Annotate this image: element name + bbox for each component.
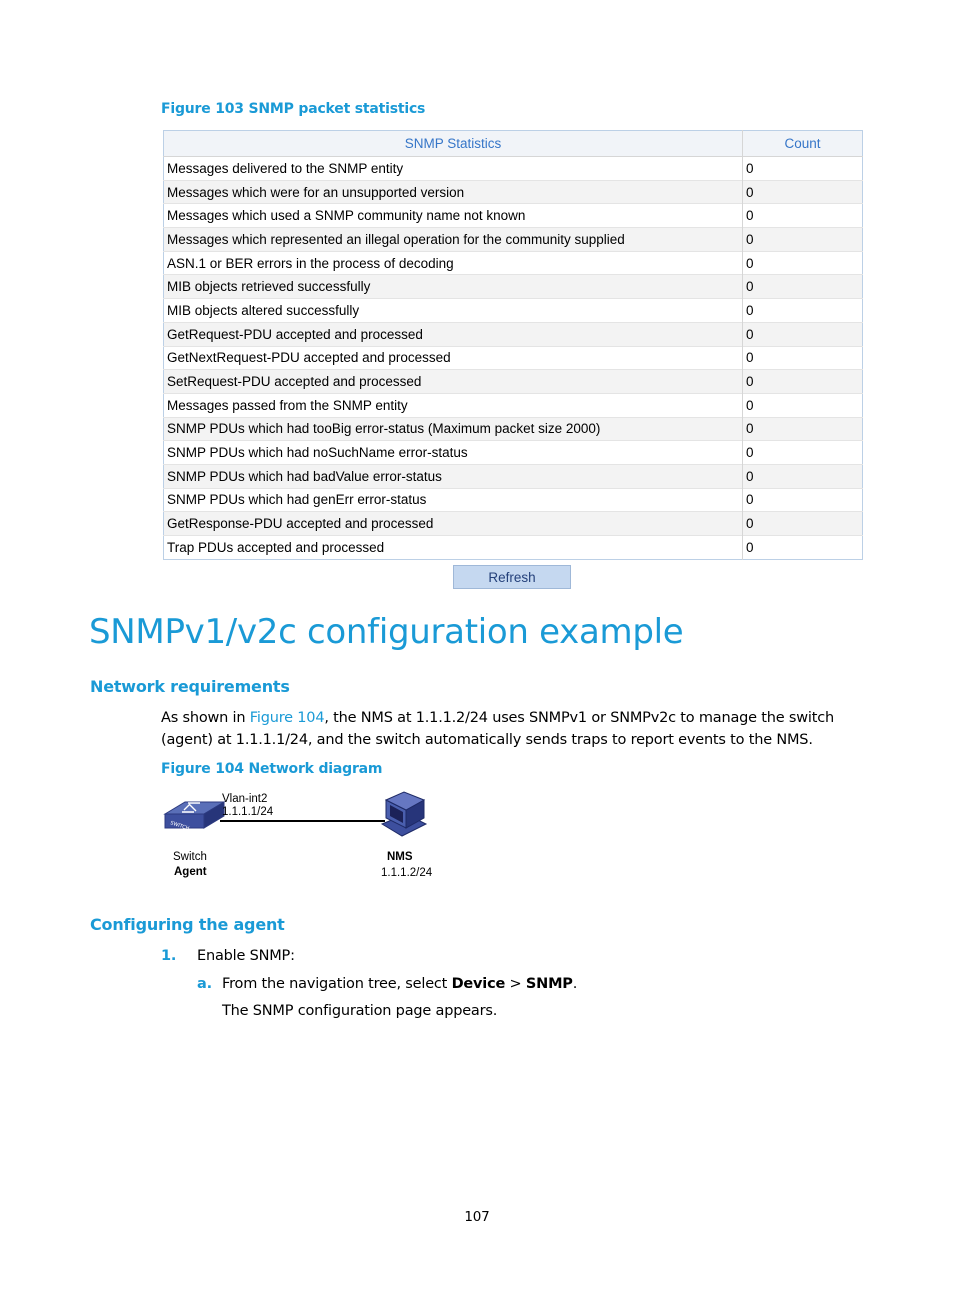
statistic-count-cell: 0 <box>743 370 863 394</box>
column-header-statistics: SNMP Statistics <box>164 131 743 157</box>
step-1-text: Enable SNMP: <box>197 948 295 964</box>
figure-104-caption: Figure 104 Network diagram <box>161 761 383 777</box>
statistic-name-cell: Messages which were for an unsupported version <box>164 180 743 204</box>
statistic-name-cell: Messages passed from the SNMP entity <box>164 393 743 417</box>
table-row <box>164 464 863 488</box>
statistic-count-cell: 0 <box>743 441 863 465</box>
statistic-name-cell: GetRequest-PDU accepted and processed <box>164 322 743 346</box>
statistic-name-cell: SNMP PDUs which had noSuchName error-status <box>164 441 743 465</box>
table-row <box>164 157 863 181</box>
column-header-count: Count <box>743 131 863 157</box>
network-requirements-heading: Network requirements <box>90 677 290 696</box>
statistic-count-cell: 0 <box>743 180 863 204</box>
svg-text:SWITCH: SWITCH <box>169 820 190 832</box>
statistic-name-cell: MIB objects retrieved successfully <box>164 275 743 299</box>
statistic-count-cell: 0 <box>743 536 863 560</box>
nms-ip-label: 1.1.1.2/24 <box>381 867 433 879</box>
statistic-name-cell: Trap PDUs accepted and processed <box>164 536 743 560</box>
table-row <box>164 370 863 394</box>
table-row <box>164 204 863 228</box>
switch-role-label: Agent <box>174 866 207 878</box>
step-a-post: . <box>572 976 578 992</box>
snmp-statistics-table <box>163 130 863 560</box>
statistic-count-cell: 0 <box>743 488 863 512</box>
menu-device: Device <box>451 976 506 992</box>
statistic-name-cell: ASN.1 or BER errors in the process of decoding <box>164 251 743 275</box>
switch-icon <box>165 802 224 832</box>
statistic-count-cell: 0 <box>743 346 863 370</box>
switch-ip-label: 1.1.1.1/24 <box>222 806 274 818</box>
table-row <box>164 180 863 204</box>
table-row <box>164 393 863 417</box>
statistic-name-cell: Messages delivered to the SNMP entity <box>164 157 743 181</box>
section-title: SNMPv1/v2c configuration example <box>89 612 684 652</box>
menu-snmp: SNMP <box>525 976 573 992</box>
table-row <box>164 322 863 346</box>
configuring-agent-heading: Configuring the agent <box>90 915 285 934</box>
refresh-button[interactable]: Refresh <box>453 565 571 589</box>
statistic-count-cell: 0 <box>743 251 863 275</box>
table-row <box>164 512 863 536</box>
para-text-pre: As shown in <box>161 710 250 726</box>
nms-label: NMS <box>387 851 413 863</box>
statistic-name-cell: MIB objects altered successfully <box>164 299 743 323</box>
para-text-post: , the NMS at 1.1.1.2/24 uses SNMPv1 or SNMPv2c to manage the switch (agent) at 1.1.1.1/24, and the switch automatically sends traps to report events to the NMS. <box>161 710 834 748</box>
nms-computer-icon <box>382 792 426 836</box>
step-a-number: a. <box>197 976 212 992</box>
table-row <box>164 488 863 512</box>
page-number: 107 <box>464 1209 490 1225</box>
statistic-name-cell: SNMP PDUs which had genErr error-status <box>164 488 743 512</box>
statistic-count-cell: 0 <box>743 228 863 252</box>
table-row <box>164 441 863 465</box>
menu-separator: > <box>505 976 526 992</box>
step-1-number: 1. <box>161 948 177 964</box>
step-a-pre: From the navigation tree, select <box>222 976 452 992</box>
statistic-count-cell: 0 <box>743 157 863 181</box>
statistic-name-cell: GetResponse-PDU accepted and processed <box>164 512 743 536</box>
statistic-count-cell: 0 <box>743 393 863 417</box>
statistic-count-cell: 0 <box>743 275 863 299</box>
table-body <box>164 157 863 560</box>
switch-label: Switch <box>173 851 207 863</box>
statistic-name-cell: SetRequest-PDU accepted and processed <box>164 370 743 394</box>
statistic-count-cell: 0 <box>743 512 863 536</box>
statistic-count-cell: 0 <box>743 322 863 346</box>
step-a-result: The SNMP configuration page appears. <box>222 1003 498 1019</box>
table-row <box>164 417 863 441</box>
statistic-name-cell: Messages which used a SNMP community name not known <box>164 204 743 228</box>
network-requirements-paragraph <box>161 707 871 751</box>
figure-104-link[interactable]: Figure 104 <box>249 710 325 726</box>
table-row <box>164 251 863 275</box>
interface-label: Vlan-int2 <box>222 793 268 805</box>
table-row <box>164 536 863 560</box>
figure-103-caption: Figure 103 SNMP packet statistics <box>161 101 426 117</box>
statistic-name-cell: SNMP PDUs which had badValue error-status <box>164 464 743 488</box>
table-row <box>164 346 863 370</box>
statistic-name-cell: Messages which represented an illegal operation for the community supplied <box>164 228 743 252</box>
statistic-count-cell: 0 <box>743 204 863 228</box>
table-row <box>164 275 863 299</box>
statistic-name-cell: SNMP PDUs which had tooBig error-status (Maximum packet size 2000) <box>164 417 743 441</box>
network-diagram <box>160 790 450 890</box>
statistic-name-cell: GetNextRequest-PDU accepted and processed <box>164 346 743 370</box>
table-row <box>164 228 863 252</box>
table-row <box>164 299 863 323</box>
statistic-count-cell: 0 <box>743 464 863 488</box>
step-a-text <box>222 973 577 995</box>
statistic-count-cell: 0 <box>743 417 863 441</box>
statistic-count-cell: 0 <box>743 299 863 323</box>
